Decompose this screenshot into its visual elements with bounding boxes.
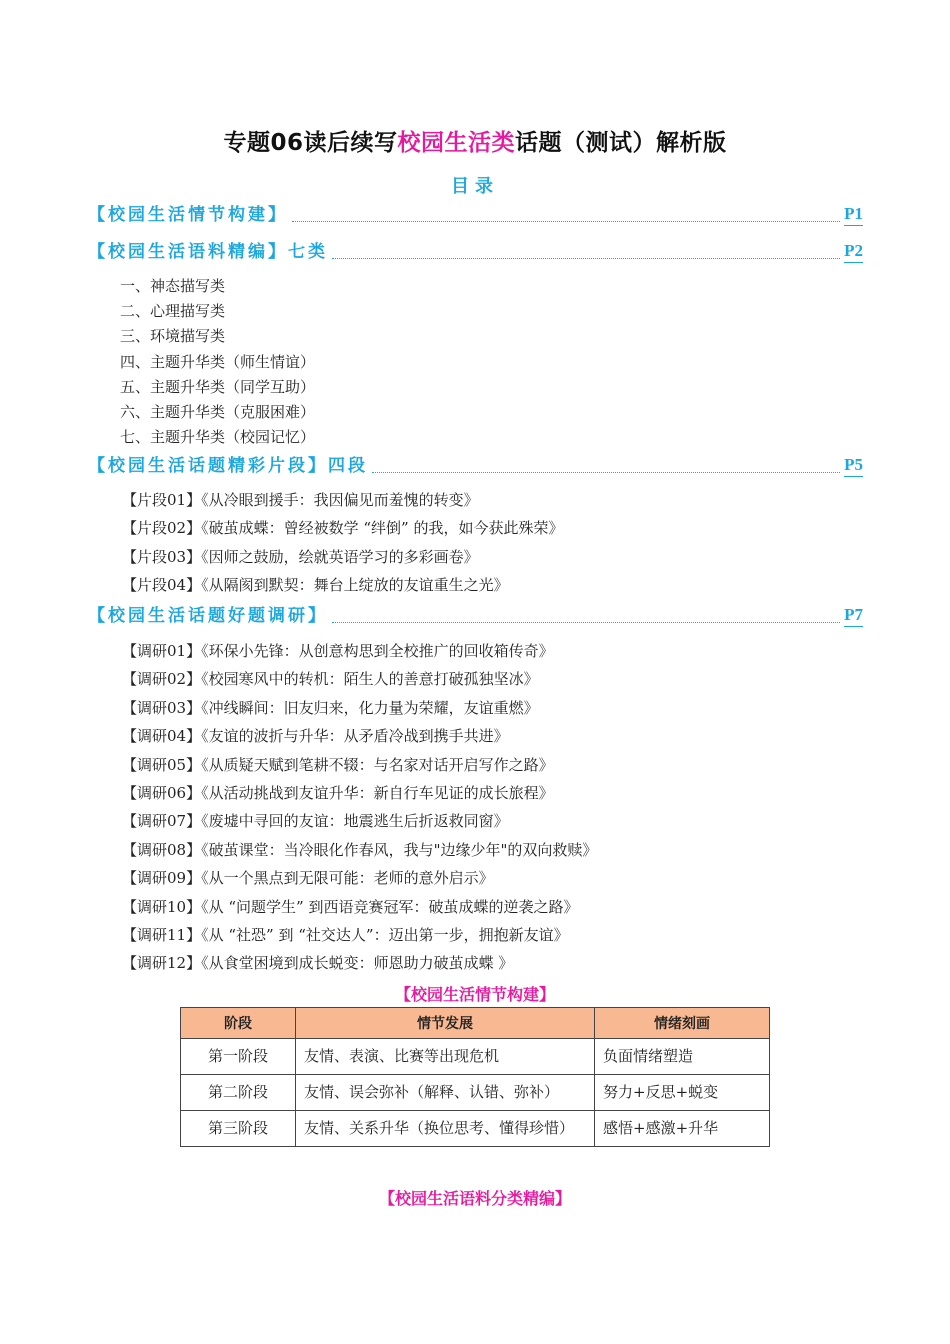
list-item[interactable]: 【调研03】《冲线瞬间：旧友归来，化力量为荣耀，友谊重燃》 <box>122 698 539 717</box>
plot-section-title: 【校园生活情节构建】 <box>394 985 555 1004</box>
research-list <box>122 637 597 978</box>
toc-heading: 目录 <box>451 176 499 197</box>
list-item[interactable]: 【片段03】《因师之鼓励，绘就英语学习的多彩画卷》 <box>122 547 479 566</box>
corpus-section-title: 【校园生活语料分类精编】 <box>378 1189 571 1208</box>
cell-plot: 友情、误会弥补（解释、认错、弥补） <box>296 1075 595 1111</box>
cell-stage: 第一阶段 <box>181 1039 296 1075</box>
category-list <box>120 274 315 450</box>
toc-leader <box>332 257 840 259</box>
toc-leader <box>292 220 840 222</box>
list-item[interactable]: 四、主题升华类（师生情谊） <box>120 352 316 371</box>
toc-page-number: P2 <box>844 240 863 263</box>
cell-plot: 友情、表演、比赛等出现危机 <box>296 1039 595 1075</box>
toc-leader <box>372 471 840 473</box>
list-item[interactable]: 二、心理描写类 <box>120 302 226 321</box>
toc-entry-fragments[interactable] <box>88 451 863 477</box>
document-title <box>0 124 950 157</box>
column-header-stage: 阶段 <box>181 1008 296 1039</box>
toc-entry-label: 【校园生活话题好题调研】 <box>88 606 328 626</box>
list-item[interactable]: 七、主题升华类（校园记忆） <box>120 428 316 447</box>
title-prefix: 专题06读后续写 <box>223 130 398 156</box>
table-row <box>181 1075 770 1111</box>
list-item[interactable]: 【片段04】《从隔阂到默契：舞台上绽放的友谊重生之光》 <box>122 576 509 595</box>
cell-stage: 第二阶段 <box>181 1075 296 1111</box>
cell-plot: 友情、关系升华（换位思考、懂得珍惜） <box>296 1111 595 1147</box>
list-item[interactable]: 【调研07】《废墟中寻回的友谊：地震逃生后折返救同窗》 <box>122 812 509 831</box>
list-item[interactable]: 【调研05】《从质疑天赋到笔耕不辍：与名家对话开启写作之路》 <box>122 755 554 774</box>
list-item[interactable]: 【调研02】《校园寒风中的转机：陌生人的善意打破孤独坚冰》 <box>122 670 539 689</box>
list-item[interactable]: 一、神态描写类 <box>120 277 226 295</box>
toc-entry-plot[interactable] <box>88 200 863 226</box>
cell-stage: 第三阶段 <box>181 1111 296 1147</box>
toc-entry-corpus[interactable] <box>88 237 863 263</box>
cell-emotion: 努力+反思+蜕变 <box>595 1075 770 1111</box>
table-row <box>181 1039 770 1075</box>
list-item[interactable]: 【调研08】《破茧课堂：当冷眼化作春风，我与"边缘少年"的双向救赎》 <box>122 840 598 859</box>
toc-entry-label: 【校园生活语料精编】七类 <box>88 242 328 262</box>
list-item[interactable]: 【调研01】《环保小先锋：从创意构思到全校推广的回收箱传奇》 <box>122 642 554 660</box>
toc-page-number: P7 <box>844 604 863 627</box>
column-header-emotion: 情绪刻画 <box>595 1008 770 1039</box>
table-row <box>181 1111 770 1147</box>
list-item[interactable]: 【调研11】《从 “社恐” 到 “社交达人”：迈出第一步，拥抱新友谊》 <box>122 926 569 945</box>
plot-table <box>180 1007 770 1147</box>
toc-page-number: P5 <box>844 454 863 477</box>
list-item[interactable]: 【调研12】《从食堂困境到成长蜕变：师恩助力破茧成蝶 》 <box>122 954 514 973</box>
title-highlight: 校园生活类 <box>397 130 515 156</box>
list-item[interactable]: 【调研10】《从 “问题学生” 到西语竞赛冠军：破茧成蝶的逆袭之路》 <box>122 897 579 916</box>
list-item[interactable]: 三、环境描写类 <box>120 327 226 346</box>
title-suffix: 话题（测试）解析版 <box>515 130 727 156</box>
list-item[interactable]: 【调研09】《从一个黑点到无限可能：老师的意外启示》 <box>122 869 494 888</box>
toc-entry-label: 【校园生活情节构建】 <box>88 205 288 225</box>
list-item[interactable]: 【调研04】《友谊的波折与升华：从矛盾冷战到携手共进》 <box>122 727 509 746</box>
cell-emotion: 感悟+感激+升华 <box>595 1111 770 1147</box>
table-header-row <box>181 1008 770 1039</box>
cell-emotion: 负面情绪塑造 <box>595 1039 770 1075</box>
list-item[interactable]: 【调研06】《从活动挑战到友谊升华：新自行车见证的成长旅程》 <box>122 784 554 803</box>
toc-entry-research[interactable] <box>88 601 863 627</box>
list-item[interactable]: 五、主题升华类（同学互助） <box>120 377 316 396</box>
toc-entry-label: 【校园生活话题精彩片段】四段 <box>88 456 368 476</box>
column-header-plot: 情节发展 <box>296 1008 595 1039</box>
list-item[interactable]: 【片段01】《从冷眼到援手：我因偏见而羞愧的转变》 <box>122 491 479 509</box>
list-item[interactable]: 六、主题升华类（克服困难） <box>120 403 316 422</box>
toc-page-number: P1 <box>844 203 863 226</box>
fragment-list <box>122 486 563 600</box>
list-item[interactable]: 【片段02】《破茧成蝶：曾经被数学 “绊倒” 的我，如今获此殊荣》 <box>122 519 564 538</box>
toc-leader <box>332 621 840 623</box>
